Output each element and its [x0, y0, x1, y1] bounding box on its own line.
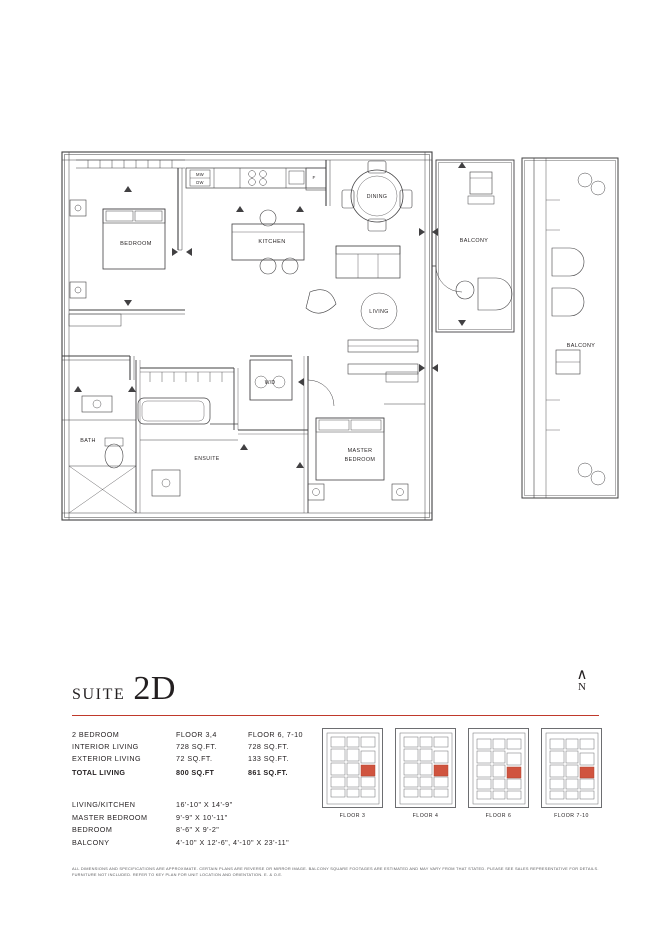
spec-label-0: 2 BEDROOM	[72, 730, 120, 739]
key-plan-diagram-4	[395, 728, 456, 808]
room-label-3: BALCONY	[72, 837, 110, 847]
suite-code: 2D	[133, 670, 176, 707]
key-plan-label-3: FLOOR 3	[339, 813, 366, 819]
room-label-0: LIVING/KITCHEN	[72, 800, 136, 809]
room-dims-2: 8'-6" X 9'-2"	[176, 825, 220, 835]
suite-spec-table	[72, 730, 320, 780]
room-label-balcony-2: BALCONY	[566, 343, 596, 349]
spec-col2-0: FLOOR 6, 7-10	[248, 730, 303, 739]
room-dims-0: 16'-10" X 14'-9"	[176, 800, 233, 809]
key-plan-label-7-10: FLOOR 7-10	[554, 813, 589, 819]
room-label-master-bedroom-line2: BEDROOM	[344, 457, 376, 463]
key-plan-floor-6	[468, 728, 529, 819]
room-label-balcony-1: BALCONY	[459, 238, 489, 244]
compass	[565, 667, 599, 693]
room-label-ensuite: ENSUITE	[194, 456, 220, 462]
table-row	[72, 742, 320, 754]
room-label-1: MASTER BEDROOM	[72, 812, 148, 822]
appliance-label-fridge: F	[312, 175, 316, 180]
key-plan-diagram-6	[468, 728, 529, 808]
room-dims-3: 4'-10" X 12'-6", 4'-10" X 23'-11"	[176, 837, 290, 847]
room-dims-1: 9'-9" X 10'-11"	[176, 812, 228, 822]
compass-needle-icon: ∧	[576, 667, 588, 683]
table-row	[72, 800, 289, 813]
suite-title	[72, 672, 176, 706]
room-label-bedroom: BEDROOM	[120, 241, 152, 247]
table-row	[72, 838, 289, 851]
room-label-bath: BATH	[80, 438, 96, 444]
room-label-washer-dryer: W/D	[264, 380, 276, 386]
spec-col1-1: 728 SQ.FT.	[176, 742, 217, 752]
table-row	[72, 825, 289, 838]
spec-col2-1: 728 SQ.FT.	[248, 742, 289, 752]
spec-label-1: INTERIOR LIVING	[72, 742, 139, 752]
table-row	[72, 754, 320, 766]
disclaimer-text: ALL DIMENSIONS AND SPECIFICATIONS ARE APPROXIMATE. CERTAIN PLANS ARE REVERSE OR MIRROR IMAGE. BALCONY SQUARE FOOTAGES ARE ESTIMATED AND MAY VARY FROM THAT STATED. PLEASE SEE SALES REPRESENTATIVE FOR DETAILS. FURNITURE NOT INCLUDED. REFER TO KEY PLAN FOR UNIT LOCATION AND ORIENTATION. E. & O.E.	[72, 866, 599, 877]
table-row	[72, 813, 289, 826]
key-plan-label-4: FLOOR 4	[412, 813, 439, 819]
room-label-dining: DINING	[366, 194, 388, 200]
spec-col1-0: FLOOR 3,4	[176, 730, 217, 739]
key-plan-floor-3	[322, 728, 383, 819]
room-label-kitchen: KITCHEN	[258, 239, 286, 245]
spec-label-3: TOTAL LIVING	[72, 767, 126, 777]
spec-col1-3: 800 SQ.FT	[176, 767, 215, 777]
key-plans	[322, 728, 599, 819]
room-label-master-bedroom-line1: MASTER	[347, 448, 373, 454]
key-plan-diagram-3	[322, 728, 383, 808]
suite-word: SUITE	[72, 686, 126, 703]
key-plan-diagram-7-10	[541, 728, 602, 808]
table-row	[72, 730, 320, 742]
key-plan-floor-7-10	[541, 728, 602, 819]
table-row-total	[72, 767, 320, 780]
room-dimensions-table	[72, 800, 289, 850]
spec-col1-2: 72 SQ.FT.	[176, 754, 213, 764]
spec-label-2: EXTERIOR LIVING	[72, 754, 142, 764]
appliance-label-dishwasher: DW	[196, 180, 204, 185]
accent-divider	[72, 715, 599, 716]
key-plan-floor-4	[395, 728, 456, 819]
compass-north-label: N	[578, 681, 586, 693]
appliance-label-microwave: MW	[195, 172, 205, 177]
room-label-living: LIVING	[369, 309, 389, 315]
room-label-2: BEDROOM	[72, 825, 113, 835]
spec-col2-2: 133 SQ.FT.	[248, 754, 289, 764]
spec-col2-3: 861 SQ.FT.	[248, 767, 288, 777]
suite-info-sheet	[0, 650, 671, 925]
key-plan-label-6: FLOOR 6	[485, 813, 512, 819]
